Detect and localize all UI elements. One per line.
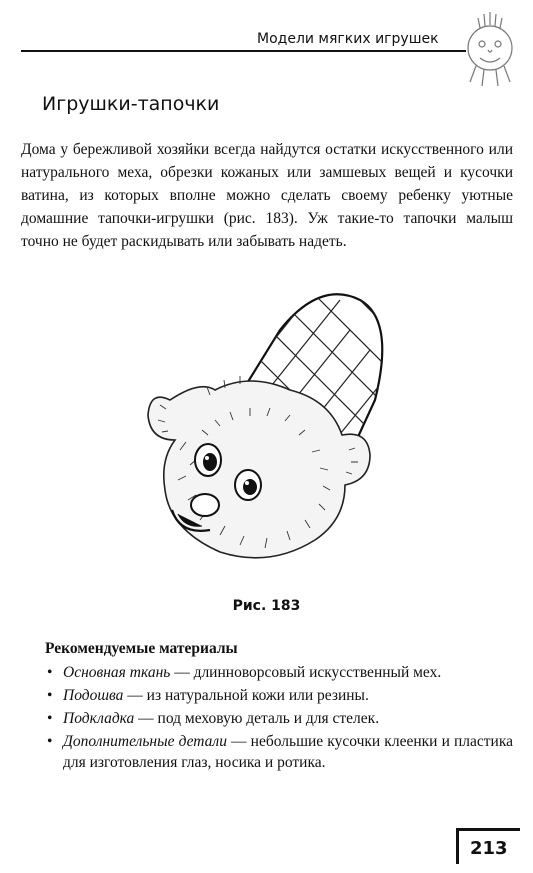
section-title: Игрушки-тапочки	[42, 93, 220, 115]
material-term: Подкладка	[63, 710, 135, 727]
materials-list	[45, 662, 513, 775]
bullet-icon: •	[47, 664, 53, 681]
material-description: — небольшие кусочки клеенки и пластика для изготовления глаз, носика и ротика.	[63, 733, 513, 771]
material-term: Дополнительные детали	[63, 733, 227, 750]
material-term: Подошва	[63, 687, 124, 704]
material-term: Основная ткань	[63, 664, 171, 681]
furry-animal-slipper-drawing	[130, 290, 410, 590]
list-item	[45, 731, 513, 773]
materials-heading: Рекомендуемые материалы	[45, 640, 238, 657]
bullet-icon: •	[47, 733, 53, 750]
intro-paragraph: Дома у бережливой хозяйки всегда найдутся остатки искусственного или натурального меха, обрезки кожаных или замшевых вещей и кусочки ватина, из которых вполне можно сделать своему ребенку уютные домашние тапочки-игрушки (рис. 183). Уж такие-то тапочки малыш точно не будет раскидывать или забывать надеть.	[21, 141, 513, 250]
page-number-corner	[456, 828, 520, 864]
bullet-icon: •	[47, 710, 53, 727]
list-item	[45, 685, 513, 706]
bullet-icon: •	[47, 687, 53, 704]
header-rule	[21, 50, 466, 52]
smiling-doll-head-icon	[458, 6, 526, 88]
list-item	[45, 708, 513, 729]
figure-caption: Рис. 183	[232, 598, 301, 614]
list-item	[45, 662, 513, 683]
running-header-title: Модели мягких игрушек	[257, 31, 439, 47]
material-description: — из натуральной кожи или резины.	[123, 687, 369, 704]
material-description: — длинноворсовый искусственный мех.	[170, 664, 442, 681]
corner-rule-horizontal	[456, 828, 520, 831]
page-number: 213	[470, 838, 508, 859]
corner-rule-vertical	[456, 828, 459, 864]
material-description: — под меховую деталь и для стелек.	[134, 710, 380, 727]
